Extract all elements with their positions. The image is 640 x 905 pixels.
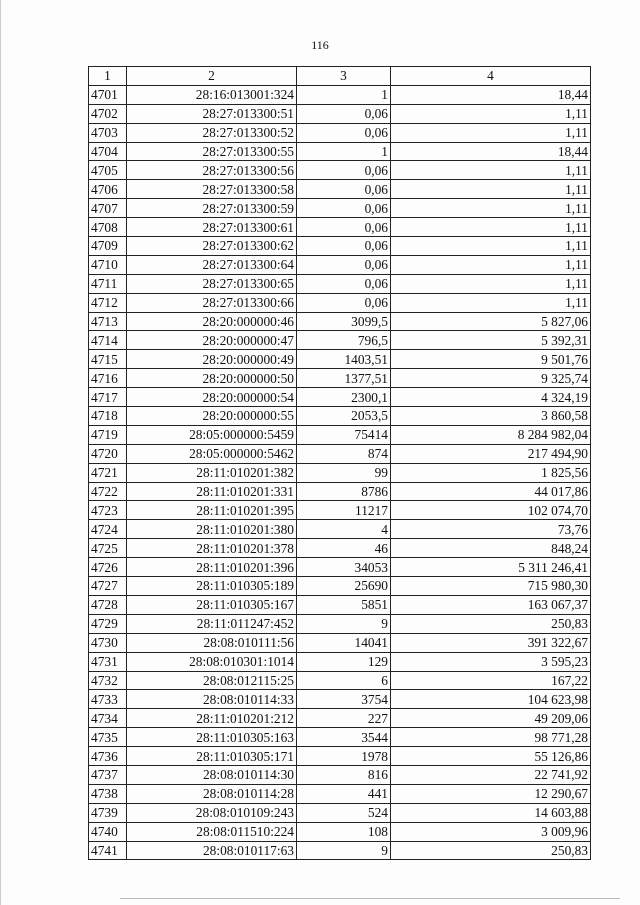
cadastral-number-cell: 28:27:013300:56 [127,161,297,180]
area-cell: 796,5 [297,331,391,350]
table-row [89,690,591,709]
row-number-cell: 4719 [89,425,127,444]
row-number-cell: 4729 [89,614,127,633]
area-cell: 5851 [297,595,391,614]
column-header-3: 3 [297,67,391,86]
value-cell: 5 311 246,41 [391,558,591,577]
area-cell: 1 [297,85,391,104]
table-row [89,614,591,633]
table-row [89,274,591,293]
cadastral-number-cell: 28:08:010114:30 [127,765,297,784]
row-number-cell: 4707 [89,199,127,218]
area-cell: 108 [297,822,391,841]
table-row [89,709,591,728]
value-cell: 4 324,19 [391,388,591,407]
table-row [89,822,591,841]
value-cell: 217 494,90 [391,444,591,463]
row-number-cell: 4706 [89,180,127,199]
value-cell: 1 825,56 [391,463,591,482]
cadastral-number-cell: 28:20:000000:50 [127,369,297,388]
area-cell: 441 [297,784,391,803]
row-number-cell: 4702 [89,104,127,123]
value-cell: 8 284 982,04 [391,425,591,444]
value-cell: 3 860,58 [391,407,591,426]
table-row [89,539,591,558]
area-cell: 4 [297,520,391,539]
row-number-cell: 4723 [89,501,127,520]
value-cell: 73,76 [391,520,591,539]
value-cell: 848,24 [391,539,591,558]
cadastral-number-cell: 28:27:013300:62 [127,237,297,256]
row-number-cell: 4704 [89,142,127,161]
row-number-cell: 4734 [89,709,127,728]
cadastral-number-cell: 28:08:010114:28 [127,784,297,803]
cadastral-number-cell: 28:27:013300:61 [127,218,297,237]
cadastral-number-cell: 28:11:010305:167 [127,595,297,614]
data-table [88,66,591,860]
value-cell: 1,11 [391,218,591,237]
cadastral-number-cell: 28:27:013300:59 [127,199,297,218]
cadastral-number-cell: 28:11:010305:163 [127,728,297,747]
row-number-cell: 4710 [89,255,127,274]
cadastral-number-cell: 28:27:013300:65 [127,274,297,293]
cadastral-number-cell: 28:11:010201:396 [127,558,297,577]
value-cell: 1,11 [391,161,591,180]
cadastral-number-cell: 28:05:000000:5462 [127,444,297,463]
value-cell: 44 017,86 [391,482,591,501]
cadastral-number-cell: 28:08:012115:25 [127,671,297,690]
cadastral-number-cell: 28:20:000000:47 [127,331,297,350]
bottom-rule [120,898,620,899]
cadastral-number-cell: 28:11:010201:380 [127,520,297,539]
row-number-cell: 4708 [89,218,127,237]
area-cell: 2053,5 [297,407,391,426]
cadastral-number-cell: 28:27:013300:58 [127,180,297,199]
row-number-cell: 4737 [89,765,127,784]
area-cell: 1377,51 [297,369,391,388]
row-number-cell: 4736 [89,747,127,766]
cadastral-number-cell: 28:08:010111:56 [127,633,297,652]
table-row [89,218,591,237]
area-cell: 0,06 [297,180,391,199]
area-cell: 874 [297,444,391,463]
row-number-cell: 4705 [89,161,127,180]
value-cell: 9 325,74 [391,369,591,388]
row-number-cell: 4722 [89,482,127,501]
table-row [89,803,591,822]
table-row [89,180,591,199]
header-row [89,67,591,86]
cadastral-number-cell: 28:27:013300:64 [127,255,297,274]
area-cell: 2300,1 [297,388,391,407]
cadastral-number-cell: 28:11:010201:331 [127,482,297,501]
area-cell: 1 [297,142,391,161]
area-cell: 9 [297,841,391,860]
row-number-cell: 4720 [89,444,127,463]
area-cell: 0,06 [297,199,391,218]
row-number-cell: 4735 [89,728,127,747]
page-number: 116 [311,38,329,52]
area-cell: 129 [297,652,391,671]
row-number-cell: 4728 [89,595,127,614]
row-number-cell: 4726 [89,558,127,577]
cadastral-number-cell: 28:20:000000:54 [127,388,297,407]
table-row [89,784,591,803]
value-cell: 5 392,31 [391,331,591,350]
area-cell: 75414 [297,425,391,444]
value-cell: 9 501,76 [391,350,591,369]
cadastral-number-cell: 28:11:011247:452 [127,614,297,633]
row-number-cell: 4740 [89,822,127,841]
table-row [89,652,591,671]
row-number-cell: 4741 [89,841,127,860]
row-number-cell: 4725 [89,539,127,558]
cadastral-number-cell: 28:08:010114:33 [127,690,297,709]
value-cell: 1,11 [391,123,591,142]
area-cell: 0,06 [297,123,391,142]
cadastral-number-cell: 28:20:000000:49 [127,350,297,369]
table-row [89,237,591,256]
value-cell: 163 067,37 [391,595,591,614]
row-number-cell: 4727 [89,577,127,596]
table-row [89,161,591,180]
column-header-2: 2 [127,67,297,86]
value-cell: 1,11 [391,237,591,256]
value-cell: 5 827,06 [391,312,591,331]
area-cell: 0,06 [297,237,391,256]
table-row [89,463,591,482]
cadastral-number-cell: 28:16:013001:324 [127,85,297,104]
column-header-1: 1 [89,67,127,86]
row-number-cell: 4716 [89,369,127,388]
table-row [89,255,591,274]
value-cell: 49 209,06 [391,709,591,728]
area-cell: 0,06 [297,104,391,123]
cadastral-number-cell: 28:11:010201:395 [127,501,297,520]
area-cell: 6 [297,671,391,690]
area-cell: 11217 [297,501,391,520]
value-cell: 12 290,67 [391,784,591,803]
cadastral-number-cell: 28:11:010305:189 [127,577,297,596]
area-cell: 1403,51 [297,350,391,369]
row-number-cell: 4721 [89,463,127,482]
value-cell: 391 322,67 [391,633,591,652]
area-cell: 524 [297,803,391,822]
table-row [89,199,591,218]
row-number-cell: 4718 [89,407,127,426]
area-cell: 8786 [297,482,391,501]
table-row [89,671,591,690]
cadastral-number-cell: 28:11:010201:378 [127,539,297,558]
column-header-4: 4 [391,67,591,86]
table-row [89,331,591,350]
area-cell: 3754 [297,690,391,709]
value-cell: 167,22 [391,671,591,690]
area-cell: 0,06 [297,274,391,293]
cadastral-number-cell: 28:11:010201:212 [127,709,297,728]
area-cell: 0,06 [297,255,391,274]
value-cell: 250,83 [391,614,591,633]
cadastral-number-cell: 28:08:011510:224 [127,822,297,841]
area-cell: 9 [297,614,391,633]
value-cell: 3 009,96 [391,822,591,841]
value-cell: 1,11 [391,180,591,199]
table-row [89,728,591,747]
area-cell: 99 [297,463,391,482]
table-row [89,85,591,104]
value-cell: 104 623,98 [391,690,591,709]
area-cell: 3099,5 [297,312,391,331]
table-row [89,444,591,463]
table-row [89,520,591,539]
table-row [89,407,591,426]
cadastral-number-cell: 28:20:000000:46 [127,312,297,331]
value-cell: 18,44 [391,85,591,104]
row-number-cell: 4715 [89,350,127,369]
cadastral-number-cell: 28:08:010109:243 [127,803,297,822]
row-number-cell: 4714 [89,331,127,350]
scan-edge-line [0,0,1,905]
row-number-cell: 4739 [89,803,127,822]
area-cell: 14041 [297,633,391,652]
table-row [89,501,591,520]
table-row [89,369,591,388]
row-number-cell: 4709 [89,237,127,256]
table-row [89,577,591,596]
cadastral-number-cell: 28:08:010301:1014 [127,652,297,671]
table-body [89,85,591,860]
row-number-cell: 4738 [89,784,127,803]
table-row [89,633,591,652]
value-cell: 55 126,86 [391,747,591,766]
area-cell: 34053 [297,558,391,577]
value-cell: 1,11 [391,104,591,123]
cadastral-number-cell: 28:11:010305:171 [127,747,297,766]
area-cell: 816 [297,765,391,784]
area-cell: 0,06 [297,293,391,312]
table-row [89,312,591,331]
table-row [89,841,591,860]
area-cell: 3544 [297,728,391,747]
area-cell: 46 [297,539,391,558]
area-cell: 227 [297,709,391,728]
table-row [89,142,591,161]
row-number-cell: 4711 [89,274,127,293]
value-cell: 22 741,92 [391,765,591,784]
table-row [89,425,591,444]
row-number-cell: 4717 [89,388,127,407]
table-row [89,595,591,614]
table-row [89,765,591,784]
value-cell: 102 074,70 [391,501,591,520]
table-row [89,482,591,501]
value-cell: 18,44 [391,142,591,161]
area-cell: 1978 [297,747,391,766]
row-number-cell: 4732 [89,671,127,690]
value-cell: 250,83 [391,841,591,860]
cadastral-number-cell: 28:27:013300:52 [127,123,297,142]
row-number-cell: 4724 [89,520,127,539]
row-number-cell: 4733 [89,690,127,709]
row-number-cell: 4713 [89,312,127,331]
area-cell: 0,06 [297,161,391,180]
table-row [89,350,591,369]
row-number-cell: 4701 [89,85,127,104]
row-number-cell: 4730 [89,633,127,652]
area-cell: 25690 [297,577,391,596]
value-cell: 14 603,88 [391,803,591,822]
table-header [89,67,591,86]
value-cell: 1,11 [391,274,591,293]
table-row [89,558,591,577]
table-row [89,123,591,142]
area-cell: 0,06 [297,218,391,237]
value-cell: 98 771,28 [391,728,591,747]
table-row [89,747,591,766]
cadastral-number-cell: 28:05:000000:5459 [127,425,297,444]
value-cell: 1,11 [391,255,591,274]
row-number-cell: 4703 [89,123,127,142]
value-cell: 715 980,30 [391,577,591,596]
row-number-cell: 4731 [89,652,127,671]
table-row [89,293,591,312]
cadastral-number-cell: 28:27:013300:51 [127,104,297,123]
value-cell: 1,11 [391,293,591,312]
cadastral-number-cell: 28:08:010117:63 [127,841,297,860]
cadastral-number-cell: 28:11:010201:382 [127,463,297,482]
cadastral-number-cell: 28:27:013300:55 [127,142,297,161]
cadastral-number-cell: 28:27:013300:66 [127,293,297,312]
table-row [89,104,591,123]
value-cell: 1,11 [391,199,591,218]
row-number-cell: 4712 [89,293,127,312]
value-cell: 3 595,23 [391,652,591,671]
table-row [89,388,591,407]
cadastral-number-cell: 28:20:000000:55 [127,407,297,426]
